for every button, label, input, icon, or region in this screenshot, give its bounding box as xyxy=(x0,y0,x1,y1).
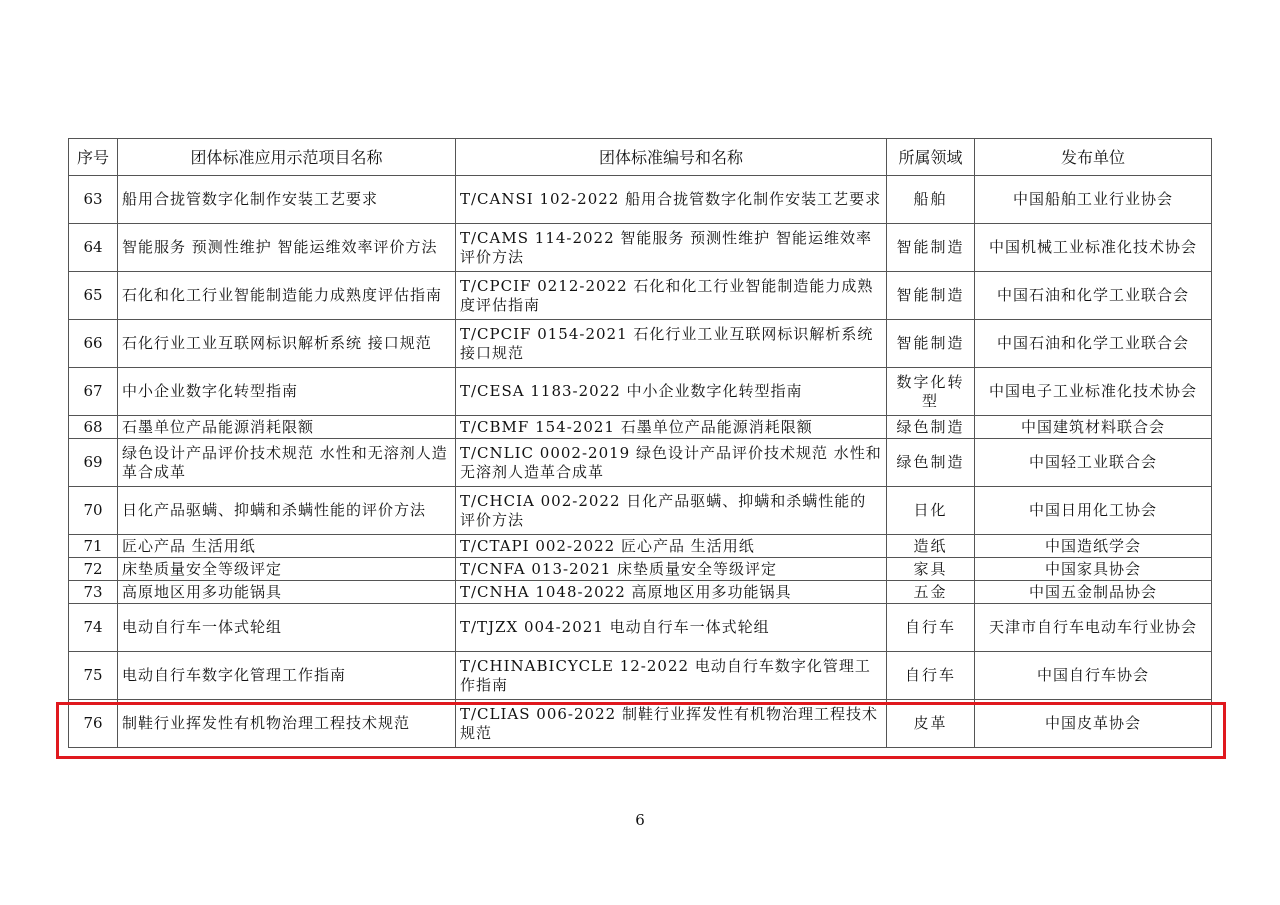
cell-publisher: 中国家具协会 xyxy=(975,558,1212,581)
cell-field: 自行车 xyxy=(887,652,975,700)
cell-no: 76 xyxy=(69,700,118,748)
cell-publisher: 中国皮革协会 xyxy=(975,700,1212,748)
cell-publisher: 中国机械工业标准化技术协会 xyxy=(975,224,1212,272)
table-row xyxy=(69,700,1212,748)
cell-field: 自行车 xyxy=(887,604,975,652)
cell-no: 67 xyxy=(69,368,118,416)
cell-publisher: 中国电子工业标准化技术协会 xyxy=(975,368,1212,416)
cell-standard: T/CTAPI 002-2022 匠心产品 生活用纸 xyxy=(456,535,887,558)
table-row xyxy=(69,652,1212,700)
cell-publisher: 中国五金制品协会 xyxy=(975,581,1212,604)
cell-publisher: 中国造纸学会 xyxy=(975,535,1212,558)
cell-no: 74 xyxy=(69,604,118,652)
cell-no: 73 xyxy=(69,581,118,604)
cell-standard: T/CANSI 102-2022 船用合拢管数字化制作安装工艺要求 xyxy=(456,176,887,224)
table-body xyxy=(69,176,1212,748)
cell-standard: T/CPCIF 0212-2022 石化和化工行业智能制造能力成熟度评估指南 xyxy=(456,272,887,320)
cell-project-name: 日化产品驱螨、抑螨和杀螨性能的评价方法 xyxy=(118,487,456,535)
cell-field: 家具 xyxy=(887,558,975,581)
cell-standard: T/CPCIF 0154-2021 石化行业工业互联网标识解析系统 接口规范 xyxy=(456,320,887,368)
table-row xyxy=(69,535,1212,558)
cell-standard: T/CNHA 1048-2022 高原地区用多功能锅具 xyxy=(456,581,887,604)
cell-project-name: 石化和化工行业智能制造能力成熟度评估指南 xyxy=(118,272,456,320)
cell-no: 64 xyxy=(69,224,118,272)
cell-no: 75 xyxy=(69,652,118,700)
table-row xyxy=(69,368,1212,416)
header-no: 序号 xyxy=(69,139,118,176)
page-number: 6 xyxy=(635,811,645,829)
cell-no: 65 xyxy=(69,272,118,320)
cell-no: 69 xyxy=(69,439,118,487)
cell-field: 造纸 xyxy=(887,535,975,558)
cell-no: 68 xyxy=(69,416,118,439)
table-row xyxy=(69,604,1212,652)
table-row xyxy=(69,487,1212,535)
cell-project-name: 电动自行车一体式轮组 xyxy=(118,604,456,652)
cell-project-name: 中小企业数字化转型指南 xyxy=(118,368,456,416)
cell-publisher: 中国自行车协会 xyxy=(975,652,1212,700)
table-row xyxy=(69,558,1212,581)
cell-field: 五金 xyxy=(887,581,975,604)
table-row xyxy=(69,320,1212,368)
cell-standard: T/TJZX 004-2021 电动自行车一体式轮组 xyxy=(456,604,887,652)
table-header-row xyxy=(69,139,1212,176)
cell-standard: T/CNFA 013-2021 床垫质量安全等级评定 xyxy=(456,558,887,581)
cell-standard: T/CHCIA 002-2022 日化产品驱螨、抑螨和杀螨性能的评价方法 xyxy=(456,487,887,535)
table-row xyxy=(69,272,1212,320)
table-row xyxy=(69,581,1212,604)
table-row xyxy=(69,224,1212,272)
cell-field: 绿色制造 xyxy=(887,439,975,487)
cell-field: 智能制造 xyxy=(887,272,975,320)
cell-no: 71 xyxy=(69,535,118,558)
cell-publisher: 中国船舶工业行业协会 xyxy=(975,176,1212,224)
header-publisher: 发布单位 xyxy=(975,139,1212,176)
header-field: 所属领域 xyxy=(887,139,975,176)
cell-project-name: 绿色设计产品评价技术规范 水性和无溶剂人造革合成革 xyxy=(118,439,456,487)
cell-field: 日化 xyxy=(887,487,975,535)
cell-field: 绿色制造 xyxy=(887,416,975,439)
cell-standard: T/CLIAS 006-2022 制鞋行业挥发性有机物治理工程技术规范 xyxy=(456,700,887,748)
cell-no: 72 xyxy=(69,558,118,581)
table-row xyxy=(69,439,1212,487)
cell-standard: T/CAMS 114-2022 智能服务 预测性维护 智能运维效率评价方法 xyxy=(456,224,887,272)
cell-project-name: 智能服务 预测性维护 智能运维效率评价方法 xyxy=(118,224,456,272)
cell-publisher: 中国日用化工协会 xyxy=(975,487,1212,535)
cell-publisher: 中国轻工业联合会 xyxy=(975,439,1212,487)
table-row xyxy=(69,416,1212,439)
cell-field: 智能制造 xyxy=(887,320,975,368)
cell-project-name: 石墨单位产品能源消耗限额 xyxy=(118,416,456,439)
standards-table xyxy=(68,138,1212,748)
cell-publisher: 中国石油和化学工业联合会 xyxy=(975,272,1212,320)
cell-standard: T/CBMF 154-2021 石墨单位产品能源消耗限额 xyxy=(456,416,887,439)
cell-no: 70 xyxy=(69,487,118,535)
cell-standard: T/CNLIC 0002-2019 绿色设计产品评价技术规范 水性和无溶剂人造革合成革 xyxy=(456,439,887,487)
cell-project-name: 匠心产品 生活用纸 xyxy=(118,535,456,558)
cell-publisher: 中国石油和化学工业联合会 xyxy=(975,320,1212,368)
header-project-name: 团体标准应用示范项目名称 xyxy=(118,139,456,176)
cell-field: 船舶 xyxy=(887,176,975,224)
cell-standard: T/CESA 1183-2022 中小企业数字化转型指南 xyxy=(456,368,887,416)
cell-project-name: 制鞋行业挥发性有机物治理工程技术规范 xyxy=(118,700,456,748)
cell-field: 皮革 xyxy=(887,700,975,748)
cell-project-name: 高原地区用多功能锅具 xyxy=(118,581,456,604)
cell-publisher: 中国建筑材料联合会 xyxy=(975,416,1212,439)
cell-project-name: 船用合拢管数字化制作安装工艺要求 xyxy=(118,176,456,224)
cell-standard: T/CHINABICYCLE 12-2022 电动自行车数字化管理工作指南 xyxy=(456,652,887,700)
cell-project-name: 石化行业工业互联网标识解析系统 接口规范 xyxy=(118,320,456,368)
cell-project-name: 电动自行车数字化管理工作指南 xyxy=(118,652,456,700)
table-row xyxy=(69,176,1212,224)
cell-field: 智能制造 xyxy=(887,224,975,272)
header-standard: 团体标准编号和名称 xyxy=(456,139,887,176)
cell-no: 63 xyxy=(69,176,118,224)
cell-no: 66 xyxy=(69,320,118,368)
cell-project-name: 床垫质量安全等级评定 xyxy=(118,558,456,581)
cell-field: 数字化转型 xyxy=(887,368,975,416)
cell-publisher: 天津市自行车电动车行业协会 xyxy=(975,604,1212,652)
